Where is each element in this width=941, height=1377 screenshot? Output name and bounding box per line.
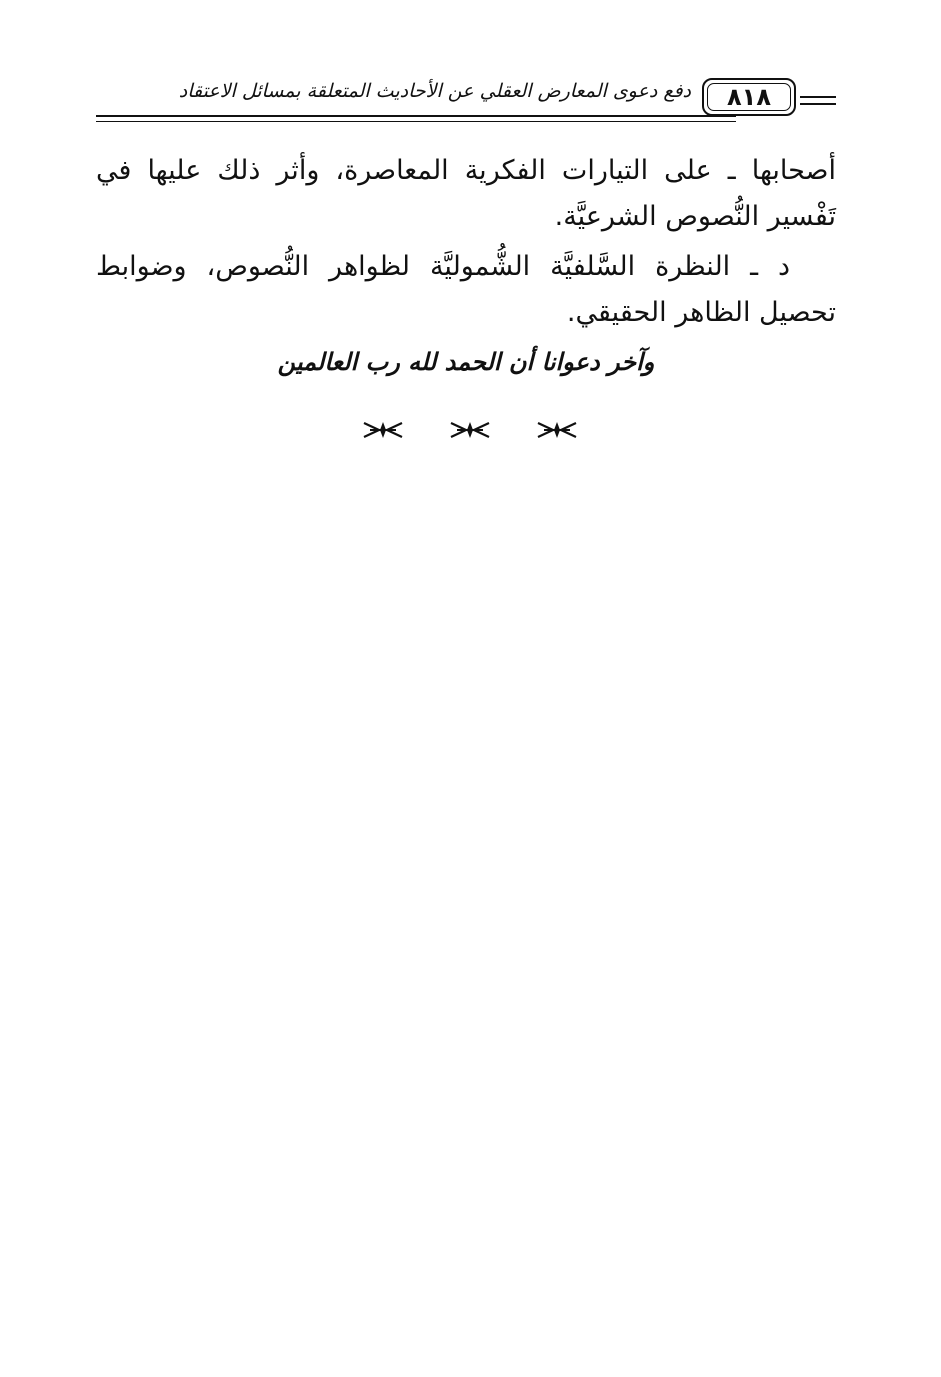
section-end-ornaments: [360, 412, 580, 448]
body-text: [96, 148, 836, 336]
header-rule-thin: [96, 121, 736, 122]
page-number-frame: [702, 78, 796, 116]
paragraph: أصحابها ـ على التيارات الفكرية المعاصرة، وأثر ذلك عليها في تَفْسير النُّصوص الشرعيَّة.: [96, 155, 836, 232]
star-flourish-icon: [534, 415, 580, 445]
header-dash-rule: [800, 96, 836, 105]
running-title: دفع دعوى المعارض العقلي عن الأحاديث المتعلقة بمسائل الاعتقاد: [178, 80, 691, 102]
page-number: ٨١٨: [727, 83, 771, 111]
running-header: [96, 72, 836, 126]
closing-line: وآخر دعوانا أن الحمد لله رب العالمين: [277, 347, 655, 376]
paragraph: د ـ النظرة السَّلفيَّة الشُّموليَّة لظواهر النُّصوص، وضوابط تحصيل الظاهر الحقيقي.: [96, 251, 836, 328]
header-rule-thick: [96, 115, 736, 117]
star-flourish-icon: [360, 415, 406, 445]
star-flourish-icon: [447, 415, 493, 445]
